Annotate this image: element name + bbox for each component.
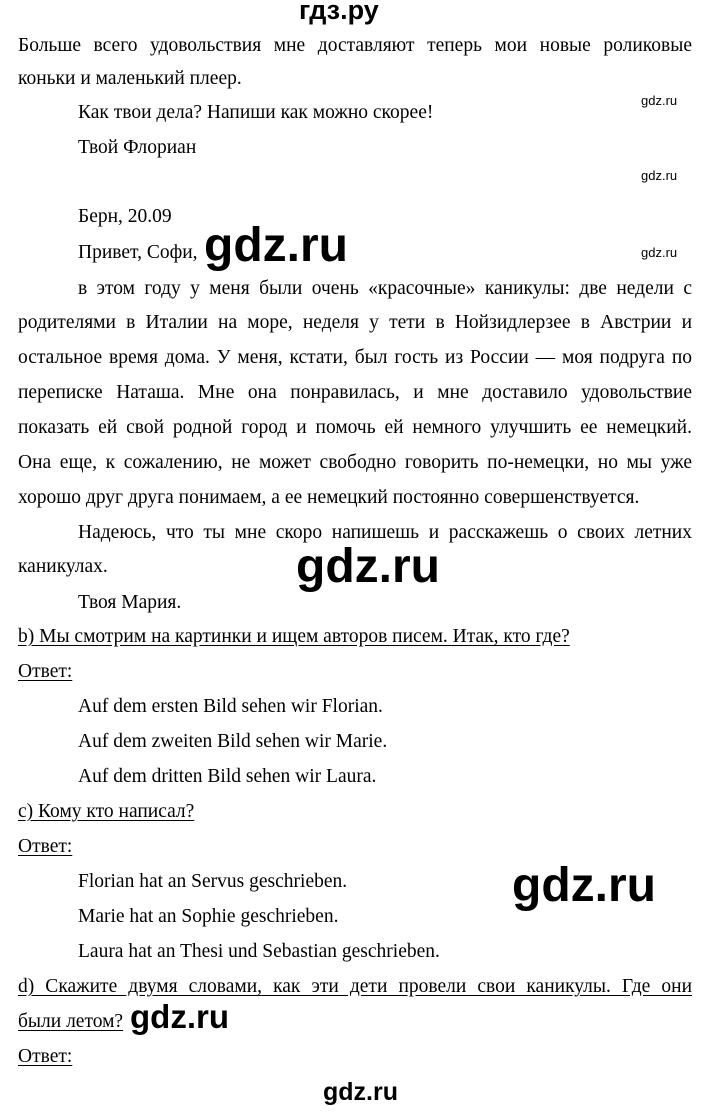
letter-place-date: Берн, 20.09 bbox=[78, 206, 172, 227]
florian-signature: Твой Флориан bbox=[78, 137, 197, 158]
task-b-answer: Auf dem dritten Bild sehen wir Laura. bbox=[78, 766, 377, 787]
task-c-answer: Marie hat an Sophie geschrieben. bbox=[78, 906, 339, 927]
task-d-question: d) Скажите двумя словами, как эти дети провели свои каникулы. Где они bbox=[18, 976, 692, 997]
task-b-answer: Auf dem ersten Bild sehen wir Florian. bbox=[78, 696, 383, 717]
letter-body-line: переписке Наташа. Мне она понравилась, и мне доставило удовольствие bbox=[18, 382, 692, 403]
letter-body-line: Она еще, к сожалению, не может свободно говорить по-немецки, но мы уже bbox=[18, 452, 692, 473]
task-b-answer: Auf dem zweiten Bild sehen wir Marie. bbox=[78, 731, 388, 752]
letter-greeting: Привет, Софи, bbox=[78, 242, 198, 263]
task-d-question: были летом? bbox=[18, 1011, 124, 1032]
task-c-question: c) Кому кто написал? bbox=[18, 801, 195, 822]
letter-body-line: остальное время дома. У меня, кстати, был гость из России — моя подруга по bbox=[18, 347, 692, 368]
watermark-footer: gdz.ru bbox=[323, 1078, 398, 1106]
letter-closing-line: Надеюсь, что ты мне скоро напишешь и расскажешь о своих летних bbox=[78, 522, 692, 543]
watermark-big: gdz.ru bbox=[204, 219, 348, 272]
letter-body-line: показать ей свой родной город и помочь ей немного улучшить ее немецкий. bbox=[18, 417, 692, 438]
task-c-answer-label: Ответ: bbox=[18, 836, 73, 857]
task-b-question: b) Мы смотрим на картинки и ищем авторов писем. Итак, кто где? bbox=[18, 626, 570, 647]
florian-letter-line: Больше всего удовольствия мне доставляют теперь мои новые роликовые bbox=[18, 35, 692, 56]
letter-closing-line: каникулах. bbox=[18, 556, 108, 577]
letter-body-line: родителями в Италии на море, неделя у тети в Нойзидлерзее в Австрии и bbox=[18, 312, 692, 333]
florian-letter-line: коньки и маленький плеер. bbox=[18, 68, 242, 89]
task-d-answer-label: Ответ: bbox=[18, 1046, 73, 1067]
letter-signature: Твоя Мария. bbox=[78, 592, 182, 613]
watermark-medium: gdz.ru bbox=[130, 998, 229, 1035]
letter-body-line: в этом году у меня были очень «красочные» каникулы: две недели с bbox=[78, 278, 692, 299]
watermark-small: gdz.ru bbox=[641, 93, 678, 108]
florian-letter-question: Как твои дела? Напиши как можно скорее! bbox=[78, 102, 434, 123]
watermark-big: gdz.ru bbox=[296, 540, 440, 593]
letter-body-line: хорошо друг друга понимаем, а ее немецкий постоянно совершенствуется. bbox=[18, 487, 640, 508]
task-c-answer: Laura hat an Thesi und Sebastian geschrieben. bbox=[78, 941, 440, 962]
task-c-answer: Florian hat an Servus geschrieben. bbox=[78, 871, 348, 892]
watermark-small: gdz.ru bbox=[641, 168, 678, 183]
watermark-small: gdz.ru bbox=[641, 245, 678, 260]
task-b-answer-label: Ответ: bbox=[18, 661, 73, 682]
watermark-big: gdz.ru bbox=[512, 859, 656, 912]
site-header: гдз.ру bbox=[299, 0, 379, 25]
